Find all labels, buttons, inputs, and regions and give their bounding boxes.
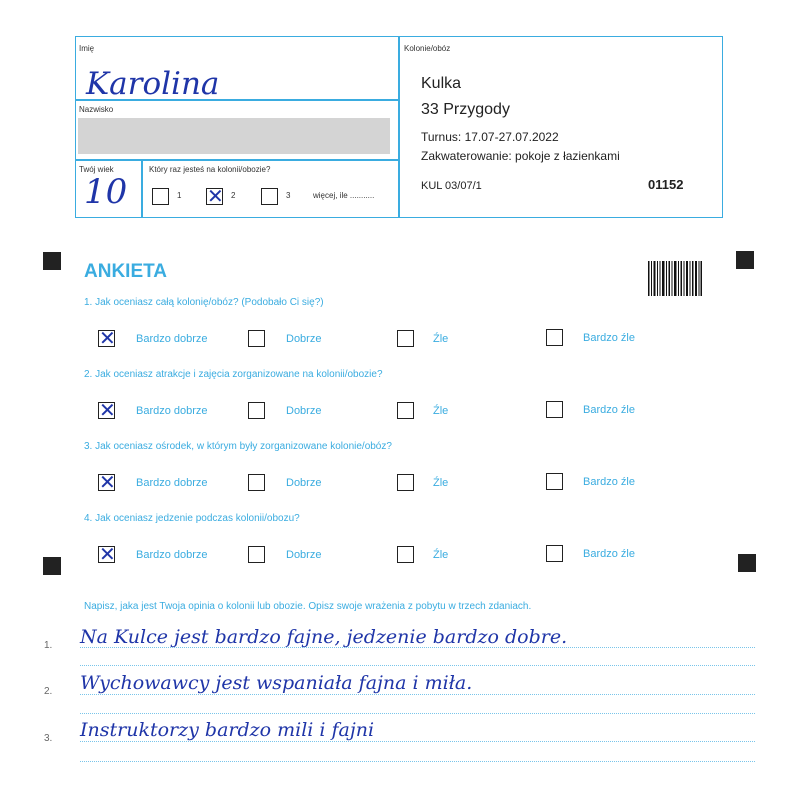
q4-checkbox-dobrze[interactable] bbox=[248, 546, 265, 563]
survey-title: ANKIETA bbox=[84, 261, 168, 282]
times-checkbox-3[interactable] bbox=[261, 188, 278, 205]
form-number: 01152 bbox=[648, 177, 684, 192]
q1-checkbox-zle[interactable] bbox=[397, 330, 414, 347]
writing-line-3 bbox=[80, 741, 755, 742]
times-checkbox-2[interactable] bbox=[206, 184, 224, 208]
surname-label: Nazwisko bbox=[79, 105, 114, 114]
q3-checkbox-dobrze[interactable] bbox=[248, 474, 265, 491]
q4-option-zle: Źle bbox=[433, 549, 449, 561]
age-label: Twój wiek bbox=[79, 165, 114, 174]
q3-option-dobrze: Dobrze bbox=[286, 477, 322, 489]
writing-line-3b bbox=[80, 761, 755, 762]
writing-line-1b bbox=[80, 665, 755, 666]
q3-option-bardzo-dobrze: Bardzo dobrze bbox=[136, 477, 208, 489]
q2-option-dobrze: Dobrze bbox=[286, 405, 322, 417]
registration-mark-bottom-right bbox=[738, 554, 756, 572]
opinion-line-1[interactable]: Na Kulce jest bardzo fajne, jedzenie bardzo dobre. bbox=[80, 626, 568, 648]
name-label: Imię bbox=[79, 44, 95, 53]
name-value[interactable]: Karolina bbox=[86, 66, 220, 102]
times-label: Który raz jesteś na kolonii/obozie? bbox=[149, 165, 271, 174]
q3-option-zle: Źle bbox=[433, 477, 449, 489]
times-option-3: 3 bbox=[286, 191, 291, 200]
q3-checkbox-bardzo-zle[interactable] bbox=[546, 473, 563, 490]
turnus: Turnus: 17.07-27.07.2022 bbox=[421, 130, 559, 144]
q4-option-dobrze: Dobrze bbox=[286, 549, 322, 561]
header-vertical-divider bbox=[398, 36, 400, 218]
q2-option-bardzo-dobrze: Bardzo dobrze bbox=[136, 405, 208, 417]
q1-checkbox-dobrze[interactable] bbox=[248, 330, 265, 347]
q2-option-zle: Źle bbox=[433, 405, 449, 417]
q1-checkbox-bardzo-zle[interactable] bbox=[546, 329, 563, 346]
q1-checkbox-bardzo-dobrze[interactable] bbox=[98, 326, 116, 350]
question-1: 1. Jak oceniasz całą kolonię/obóz? (Podobało Ci się?) bbox=[84, 297, 324, 308]
q1-option-bardzo-dobrze: Bardzo dobrze bbox=[136, 333, 208, 345]
times-checkbox-1[interactable] bbox=[152, 188, 169, 205]
check-mark-icon: ✕ bbox=[99, 470, 116, 494]
q4-option-bardzo-dobrze: Bardzo dobrze bbox=[136, 549, 208, 561]
camp-code: KUL 03/07/1 bbox=[421, 180, 482, 192]
q2-checkbox-zle[interactable] bbox=[397, 402, 414, 419]
writing-line-2 bbox=[80, 694, 755, 695]
opinion-line-2[interactable]: Wychowawcy jest wspaniała fajna i miła. bbox=[80, 672, 473, 694]
writing-line-1 bbox=[80, 647, 755, 648]
question-2: 2. Jak oceniasz atrakcje i zajęcia zorganizowane na kolonii/obozie? bbox=[84, 369, 383, 380]
q2-checkbox-bardzo-dobrze[interactable] bbox=[98, 398, 116, 422]
q2-checkbox-bardzo-zle[interactable] bbox=[546, 401, 563, 418]
camp-label: Kolonie/obóz bbox=[404, 44, 451, 53]
registration-mark-top-right bbox=[736, 251, 754, 269]
registration-mark-top-left bbox=[43, 252, 61, 270]
check-mark-icon: ✕ bbox=[99, 542, 116, 566]
q1-option-zle: Źle bbox=[433, 333, 449, 345]
times-option-1: 1 bbox=[177, 191, 182, 200]
opinion-line-3[interactable]: Instruktorzy bardzo mili i fajni bbox=[80, 719, 375, 741]
q4-option-bardzo-zle: Bardzo źle bbox=[583, 548, 635, 560]
camp-name: Kulka bbox=[421, 75, 462, 92]
surname-divider bbox=[75, 159, 398, 161]
writing-line-2b bbox=[80, 713, 755, 714]
q4-checkbox-bardzo-dobrze[interactable] bbox=[98, 542, 116, 566]
line-number-3: 3. bbox=[44, 733, 53, 744]
times-option-more: więcej, ile ........... bbox=[313, 191, 375, 200]
times-option-2: 2 bbox=[231, 191, 236, 200]
camp-program: 33 Przygody bbox=[421, 101, 510, 118]
line-number-1: 1. bbox=[44, 640, 53, 651]
accommodation: Zakwaterowanie: pokoje z łazienkami bbox=[421, 149, 620, 163]
q2-option-bardzo-zle: Bardzo źle bbox=[583, 404, 635, 416]
opinion-prompt: Napisz, jaka jest Twoja opinia o kolonii lub obozie. Opisz swoje wrażenia z pobytu w trzech zdaniach. bbox=[84, 601, 532, 612]
check-mark-icon: ✕ bbox=[99, 326, 116, 350]
q2-checkbox-dobrze[interactable] bbox=[248, 402, 265, 419]
q3-option-bardzo-zle: Bardzo źle bbox=[583, 476, 635, 488]
q3-checkbox-bardzo-dobrze[interactable] bbox=[98, 470, 116, 494]
question-3: 3. Jak oceniasz ośrodek, w którym były zorganizowane kolonie/obóz? bbox=[84, 441, 392, 452]
q4-checkbox-bardzo-zle[interactable] bbox=[546, 545, 563, 562]
check-mark-icon: ✕ bbox=[207, 184, 224, 208]
age-divider bbox=[141, 159, 143, 218]
line-number-2: 2. bbox=[44, 686, 53, 697]
age-value[interactable]: 10 bbox=[84, 172, 128, 212]
q1-option-bardzo-zle: Bardzo źle bbox=[583, 332, 635, 344]
barcode bbox=[648, 261, 702, 296]
q1-option-dobrze: Dobrze bbox=[286, 333, 322, 345]
registration-mark-bottom-left bbox=[43, 557, 61, 575]
q3-checkbox-zle[interactable] bbox=[397, 474, 414, 491]
question-4: 4. Jak oceniasz jedzenie podczas kolonii/obozu? bbox=[84, 513, 300, 524]
q4-checkbox-zle[interactable] bbox=[397, 546, 414, 563]
surname-redaction bbox=[78, 118, 390, 154]
check-mark-icon: ✕ bbox=[99, 398, 116, 422]
